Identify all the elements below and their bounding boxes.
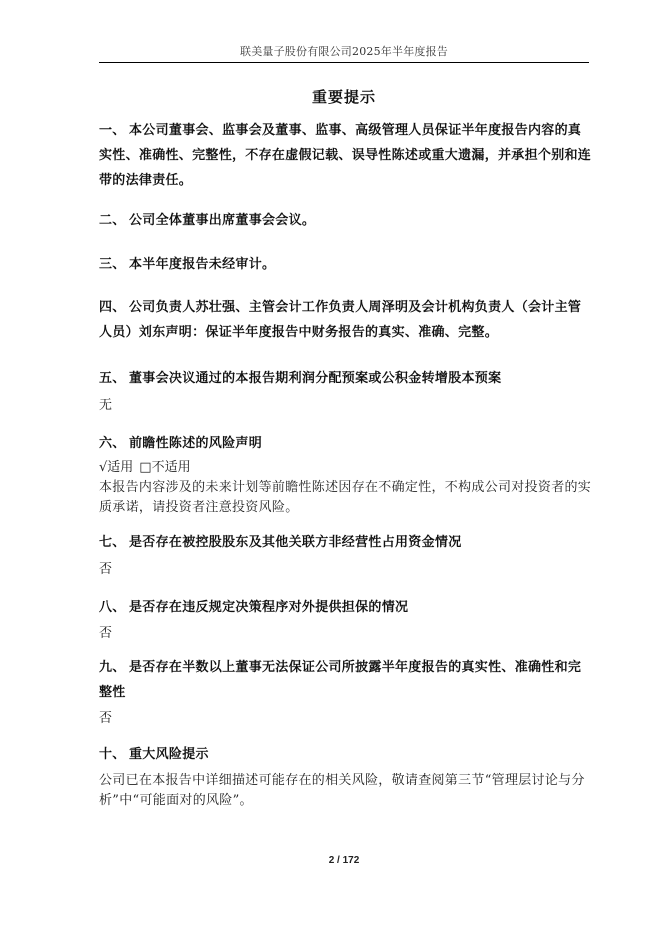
section-text: 是否存在半数以上董事无法保证公司所披露半年度报告的真实性、准确性和完整性 (99, 660, 582, 700)
section-text: 重大风险提示 (129, 747, 209, 762)
section-number: 一、 (99, 123, 126, 138)
section-7-heading (99, 530, 593, 555)
section-number: 五、 (99, 371, 126, 386)
section-6-heading (99, 431, 593, 456)
section-number: 十、 (99, 747, 126, 762)
section-number: 三、 (99, 257, 126, 272)
section-4-heading (99, 295, 593, 345)
section-9-answer: 否 (99, 711, 113, 726)
section-text: 董事会决议通过的本报告期利润分配预案或公积金转增股本预案 (129, 371, 502, 386)
section-10-heading (99, 742, 593, 767)
header-divider (99, 62, 589, 63)
section-8-heading (99, 595, 593, 620)
section-2-heading (99, 208, 593, 233)
section-7-answer: 否 (99, 562, 113, 577)
section-text: 公司全体董事出席董事会会议。 (129, 213, 316, 228)
section-number: 六、 (99, 436, 126, 451)
section-5-answer: 无 (99, 398, 113, 413)
section-3-heading (99, 252, 593, 277)
section-5-heading (99, 366, 593, 391)
section-text: 公司负责人苏壮强、主管会计工作负责人周泽明及会计机构负责人（会计主管人员）刘东声明：保证半年度报告中财务报告的真实、准确、完整。 (99, 300, 582, 340)
section-text: 本半年度报告未经审计。 (129, 257, 276, 272)
section-text: 前瞻性陈述的风险声明 (129, 436, 263, 451)
section-number: 七、 (99, 535, 126, 550)
page-number: 2 / 172 (328, 855, 360, 866)
page-title: 重要提示 (311, 88, 376, 106)
section-text: 是否存在被控股股东及其他关联方非经营性占用资金情况 (129, 535, 462, 550)
section-1-heading (99, 118, 593, 193)
not-applicable-option: □不适用 (139, 460, 191, 475)
running-header: 联美量子股份有限公司2025年半年度报告 (240, 45, 448, 58)
applicable-option: √适用 (99, 460, 134, 475)
section-number: 四、 (99, 300, 126, 315)
section-6-answer: 本报告内容涉及的未来计划等前瞻性陈述因存在不确定性，不构成公司对投资者的实质承诺，请投资者注意投资风险。 (99, 480, 592, 515)
section-8-answer: 否 (99, 626, 113, 641)
section-number: 二、 (99, 213, 126, 228)
section-text: 是否存在违反规定决策程序对外提供担保的情况 (129, 600, 409, 615)
section-10-answer: 公司已在本报告中详细描述可能存在的相关风险，敬请查阅第三节“管理层讨论与分析”中“可能面对的风险”。 (99, 773, 585, 808)
section-9-heading (99, 655, 593, 705)
section-number: 九、 (99, 660, 126, 675)
applicability-options (99, 458, 197, 478)
section-text: 本公司董事会、监事会及董事、监事、高级管理人员保证半年度报告内容的真实性、准确性、完整性，不存在虚假记载、误导性陈述或重大遗漏，并承担个别和连带的法律责任。 (99, 123, 592, 188)
section-number: 八、 (99, 600, 126, 615)
